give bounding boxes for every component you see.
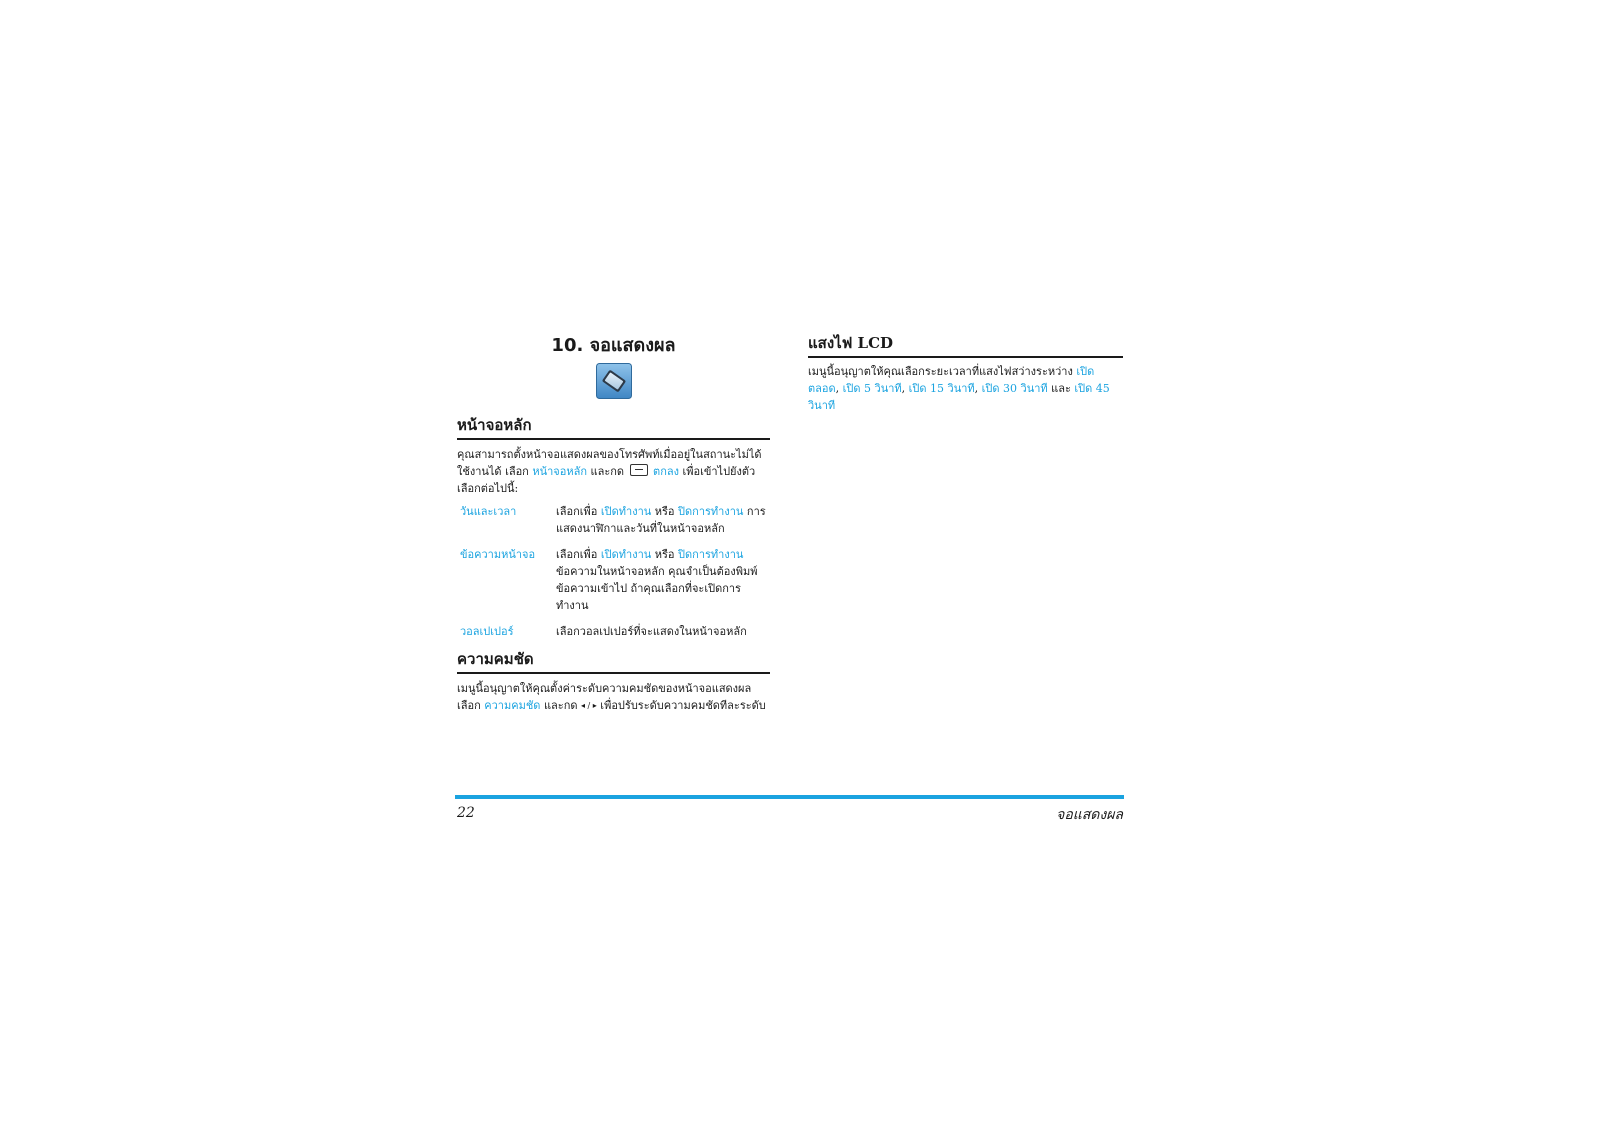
separator: , xyxy=(835,382,843,395)
main-screen-link: หน้าจอหลัก xyxy=(532,465,587,478)
and-text: และ xyxy=(1047,382,1075,395)
footer-rule xyxy=(455,795,1124,799)
option-row-wallpaper xyxy=(457,623,770,640)
option-45-sec: เปิด 45 วินาที xyxy=(808,382,1110,412)
option-row-date-time xyxy=(457,503,770,537)
option-term: วันและเวลา xyxy=(460,505,517,518)
lcd-light-text xyxy=(808,363,1123,414)
separator: , xyxy=(901,382,909,395)
softkey-icon xyxy=(630,464,648,476)
main-screen-intro xyxy=(457,446,770,497)
desc-text: เลือกเพื่อ xyxy=(556,505,601,518)
option-desc xyxy=(556,503,770,537)
or-text: หรือ xyxy=(651,505,679,518)
ok-label: ตกลง xyxy=(653,465,679,478)
intro-text-3: เพื่อเข้าไปยังตัวเลือกต่อไปนี้: xyxy=(457,465,756,495)
page-number: 22 xyxy=(457,805,475,821)
desc-text: ข้อความในหน้าจอหลัก คุณจำเป็นต้องพิมพ์ข้อความเข้าไป ถ้าคุณเลือกที่จะเปิดการทำงาน xyxy=(556,565,758,612)
option-row-screen-text xyxy=(457,546,770,614)
lcd-text-1: เมนูนี้อนุญาตให้คุณเลือกระยะเวลาที่แสงไฟสว่างระหว่าง xyxy=(808,365,1077,378)
intro-text-1: คุณสามารถตั้งหน้าจอแสดงผลของโทรศัพท์เมื่ออยู่ในสถานะไม่ได้ใช้งานได้ เลือก xyxy=(457,448,762,478)
option-desc: เลือกวอลเปเปอร์ที่จะแสดงในหน้าจอหลัก xyxy=(556,625,747,638)
off-label: ปิดการทำงาน xyxy=(678,548,744,561)
separator: , xyxy=(974,382,982,395)
contrast-text xyxy=(457,680,770,714)
main-screen-heading: หน้าจอหลัก xyxy=(457,415,770,440)
contrast-link: ความคมชัด xyxy=(484,699,541,712)
on-label: เปิดทำงาน xyxy=(600,505,652,518)
main-screen-options xyxy=(457,503,770,640)
contrast-text-2: และกด xyxy=(540,699,581,712)
contrast-text-1: เมนูนี้อนุญาตให้คุณตั้งค่าระดับความคมชัดของหน้าจอแสดงผล เลือก xyxy=(457,682,752,712)
left-right-arrows-icon: ◂ / ▸ xyxy=(581,701,597,710)
option-term: วอลเปเปอร์ xyxy=(460,625,514,638)
left-column xyxy=(457,333,770,714)
option-15-sec: เปิด 15 วินาที xyxy=(908,382,975,395)
option-term: ข้อความหน้าจอ xyxy=(460,548,536,561)
desc-text: การแสดงนาฬิกาและวันที่ในหน้าจอหลัก xyxy=(556,505,766,535)
intro-text-2: และกด xyxy=(587,465,628,478)
chapter-title: 10. จอแสดงผล xyxy=(551,335,676,356)
display-settings-icon xyxy=(596,363,632,399)
contrast-text-3: เพื่อปรับระดับความคมชัดทีละระดับ xyxy=(596,699,766,712)
off-label: ปิดการทำงาน xyxy=(678,505,744,518)
option-always-on: เปิดตลอด xyxy=(808,365,1095,395)
or-text: หรือ xyxy=(651,548,679,561)
lcd-light-heading: แสงไฟ LCD xyxy=(808,333,1123,358)
desc-text: เลือกเพื่อ xyxy=(556,548,601,561)
option-5-sec: เปิด 5 วินาที xyxy=(842,382,902,395)
right-column xyxy=(808,333,1123,414)
on-label: เปิดทำงาน xyxy=(600,548,652,561)
option-desc xyxy=(556,546,770,614)
footer-chapter-name: จอแสดงผล xyxy=(1056,807,1123,823)
contrast-heading: ความคมชัด xyxy=(457,649,770,674)
option-30-sec: เปิด 30 วินาที xyxy=(981,382,1048,395)
